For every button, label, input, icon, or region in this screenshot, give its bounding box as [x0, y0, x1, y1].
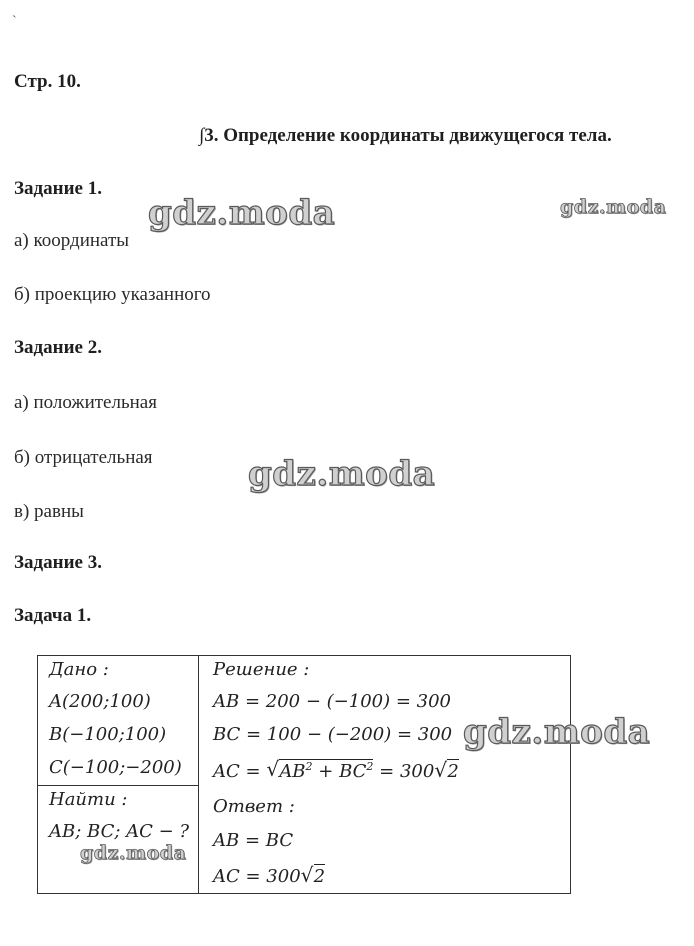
solution-ab: AB = 200 − (−100) = 300 — [213, 691, 451, 712]
task-heading-1: Задание 1. — [14, 178, 102, 199]
task-1-answer-a: а) координаты — [14, 230, 130, 251]
section-title: ∫3. Определение координаты движущегося тела. — [199, 125, 612, 146]
answer-ac-root: 2 — [313, 866, 326, 887]
sqrt-sign — [434, 761, 458, 782]
find-expression: AB; BC; AC − ? — [49, 821, 190, 842]
power-ab: 2 — [305, 760, 313, 773]
task-2-answer-a: а) положительная — [14, 392, 157, 413]
watermark-logo: gdz.moda — [463, 712, 651, 752]
answer-label: Ответ : — [213, 796, 295, 817]
power-bc: 2 — [366, 760, 374, 773]
solution-ac — [213, 760, 459, 782]
solution-ac-lhs: AC = — [213, 761, 261, 782]
solution-bc: BC = 100 − (−200) = 300 — [213, 724, 453, 745]
answer-ab-bc: AB = BC — [213, 830, 294, 851]
table-row-divider — [38, 785, 198, 786]
given-point-a: A(200;100) — [49, 691, 151, 712]
table-column-divider — [198, 656, 199, 893]
radicand-plus: + — [312, 761, 340, 782]
watermark-logo: gdz.moda — [248, 454, 436, 494]
watermark-logo: gdz.moda — [80, 842, 187, 864]
sqrt-sign — [266, 760, 373, 782]
given-label: Дано : — [49, 659, 109, 680]
solution-label: Решение : — [213, 659, 310, 680]
radicand-bc: BC — [339, 761, 367, 782]
answer-ac-lhs: AC = 300 — [213, 866, 301, 887]
task-2-answer-b: б) отрицательная — [14, 447, 153, 468]
find-label: Найти : — [49, 789, 128, 810]
given-point-c: C(−100;−200) — [49, 757, 182, 778]
problem-heading: Задача 1. — [14, 605, 92, 626]
solution-ac-result: = 300 — [379, 761, 435, 782]
task-1-answer-b: б) проекцию указанного — [14, 284, 211, 305]
answer-ac — [213, 866, 325, 887]
task-2-answer-c: в) равны — [14, 501, 84, 522]
watermark-logo: gdz.moda — [560, 196, 667, 218]
page-label: Стр. 10. — [14, 71, 81, 92]
task-heading-2: Задание 2. — [14, 337, 102, 358]
task-heading-3: Задание 3. — [14, 552, 102, 573]
solution-ac-root: 2 — [447, 761, 459, 782]
sqrt-sign — [301, 866, 325, 887]
corner-mark: ` — [12, 14, 17, 29]
radicand-ab: AB — [279, 761, 306, 782]
watermark-logo: gdz.moda — [148, 193, 336, 233]
given-point-b: B(−100;100) — [49, 724, 167, 745]
